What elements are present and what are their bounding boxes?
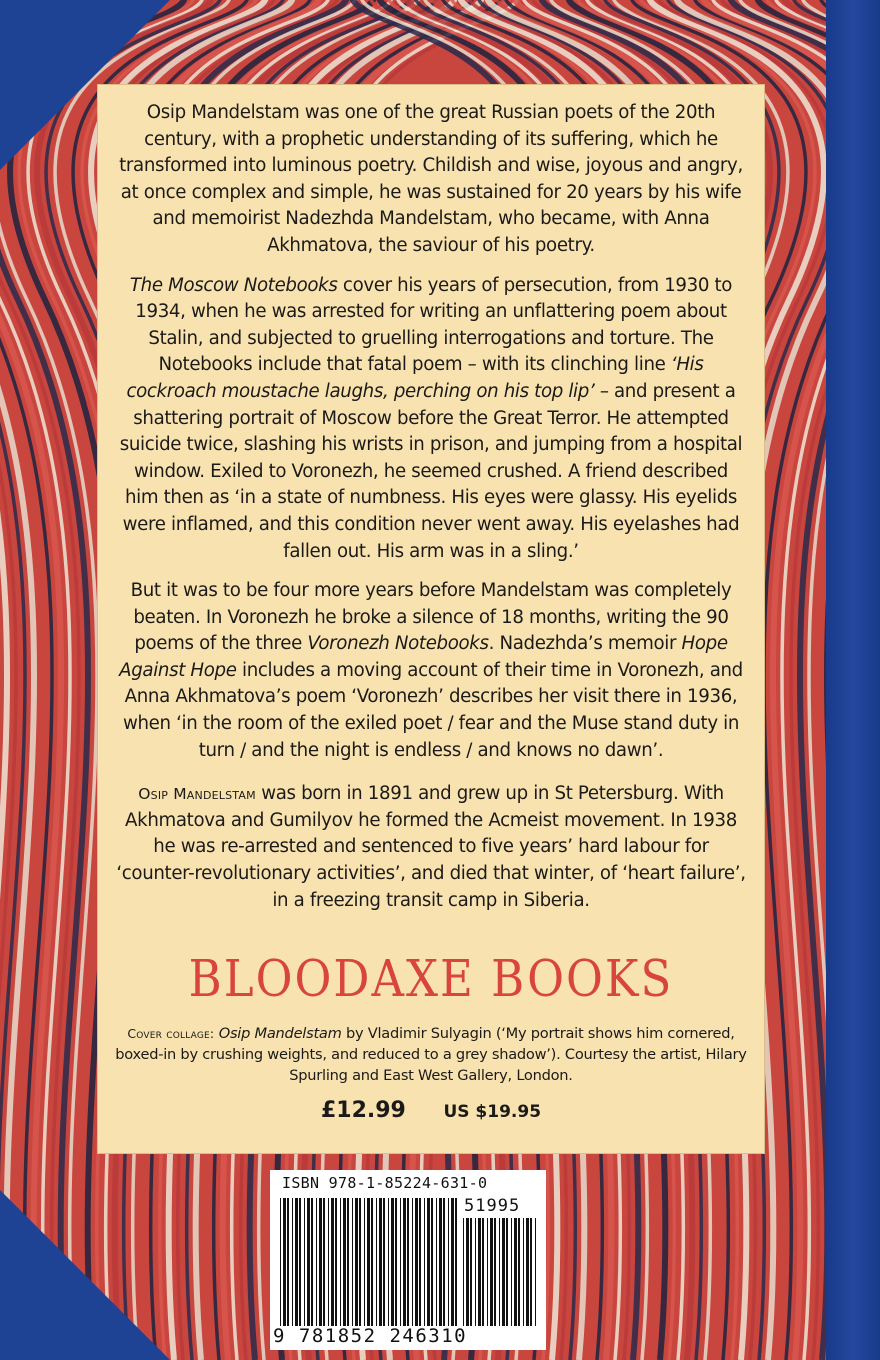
- blue-corner-bottom-left: [0, 1190, 170, 1360]
- addon-barcode-bars: [463, 1218, 539, 1326]
- poem-quote: ‘His cockroach moustache laughs, perching on his top lip’: [126, 354, 704, 402]
- ean-digits: 9 781852 246310: [273, 1325, 468, 1347]
- blurb-paragraph-3: But it was to be four more years before Mandelstam was completely beaten. In Voronezh he broke a silence of 18 months, writing the 90 poems of the three Voronezh Notebooks. Nadezhda’s memoir Hope Against Hope includes a moving account of their time in Voronezh, and Anna Akhmatova’s poem ‘Voronezh’ describes her visit there in 1936, when ‘in the room of the exiled poet / fear and the Muse stand duty in turn / and the night is endless / and knows no dawn’.: [119, 580, 743, 761]
- blurb-paragraph-1: Osip Mandelstam was one of the great Russian poets of the 20th century, with a prophetic understanding of its suffering, which he transformed into luminous poetry. Childish and wise, joyous and angry, at once complex and simple, he was sustained for 20 years by his wife and memoirist Nadezhda Mandelstam, who became, with Anna Akhmatova, the saviour of his poetry.: [119, 102, 743, 256]
- cover-credit: Cover collage: Osip Mandelstam by Vladimir Sulyagin (‘My portrait shows him cornered, boxed-in by crushing weights, and reduced to a grey shadow’). Courtesy the artist, Hilary Spurling and East West Gallery, London.: [115, 1025, 747, 1084]
- price-usd: US $19.95: [443, 1102, 542, 1122]
- price-code-digits: 51995: [464, 1196, 521, 1216]
- author-bio: Osip Mandelstam was born in 1891 and grew up in St Petersburg. With Akhmatova and Gumilyov he formed the Acmeist movement. In 1938 he was re-arrested and sentenced to five years’ hard labour for ‘counter-revolutionary activities’, and died that winter, of ‘heart failure’, in a freezing transit camp in Siberia.: [116, 783, 746, 911]
- barcode-label: [270, 1170, 546, 1350]
- ean-barcode-bars: [280, 1198, 460, 1326]
- credit-label: Cover collage:: [127, 1026, 215, 1041]
- voronezh-notebooks-title: Voronezh Notebooks: [307, 633, 489, 655]
- artwork-title: Osip Mandelstam: [218, 1025, 342, 1042]
- blurb-paragraph-2: The Moscow Notebooks cover his years of persecution, from 1930 to 1934, when he was arrested for writing an unflattering poem about Stalin, and subjected to gruelling interrogations and torture. The Notebooks include that fatal poem – with its clinching line ‘His cockroach moustache laughs, perching on his top lip’ – and present a shattering portrait of Moscow before the Great Terror. He attempted suicide twice, slashing his wrists in prison, and jumping from a hospital window. Exiled to Voronezh, he seemed crushed. A friend described him then as ‘in a state of numbness. His eyes were glassy. His eyelids were inflamed, and this condition never went away. His eyelashes had fallen out. His arm was in a sling.’: [119, 274, 743, 562]
- price-line: [97, 1098, 765, 1123]
- back-cover-panel: [97, 84, 765, 1154]
- author-name: Osip Mandelstam: [138, 785, 256, 804]
- blue-binding-edge: [826, 0, 880, 1360]
- price-gbp: £12.99: [320, 1098, 406, 1123]
- book-title: The Moscow Notebooks: [129, 274, 338, 296]
- isbn-text: ISBN 978-1-85224-631-0: [282, 1174, 488, 1192]
- publisher-logo: BLOODAXE BOOKS: [188, 948, 674, 1009]
- blurb: [115, 100, 747, 927]
- hope-against-hope-title: Hope Against Hope: [119, 633, 728, 681]
